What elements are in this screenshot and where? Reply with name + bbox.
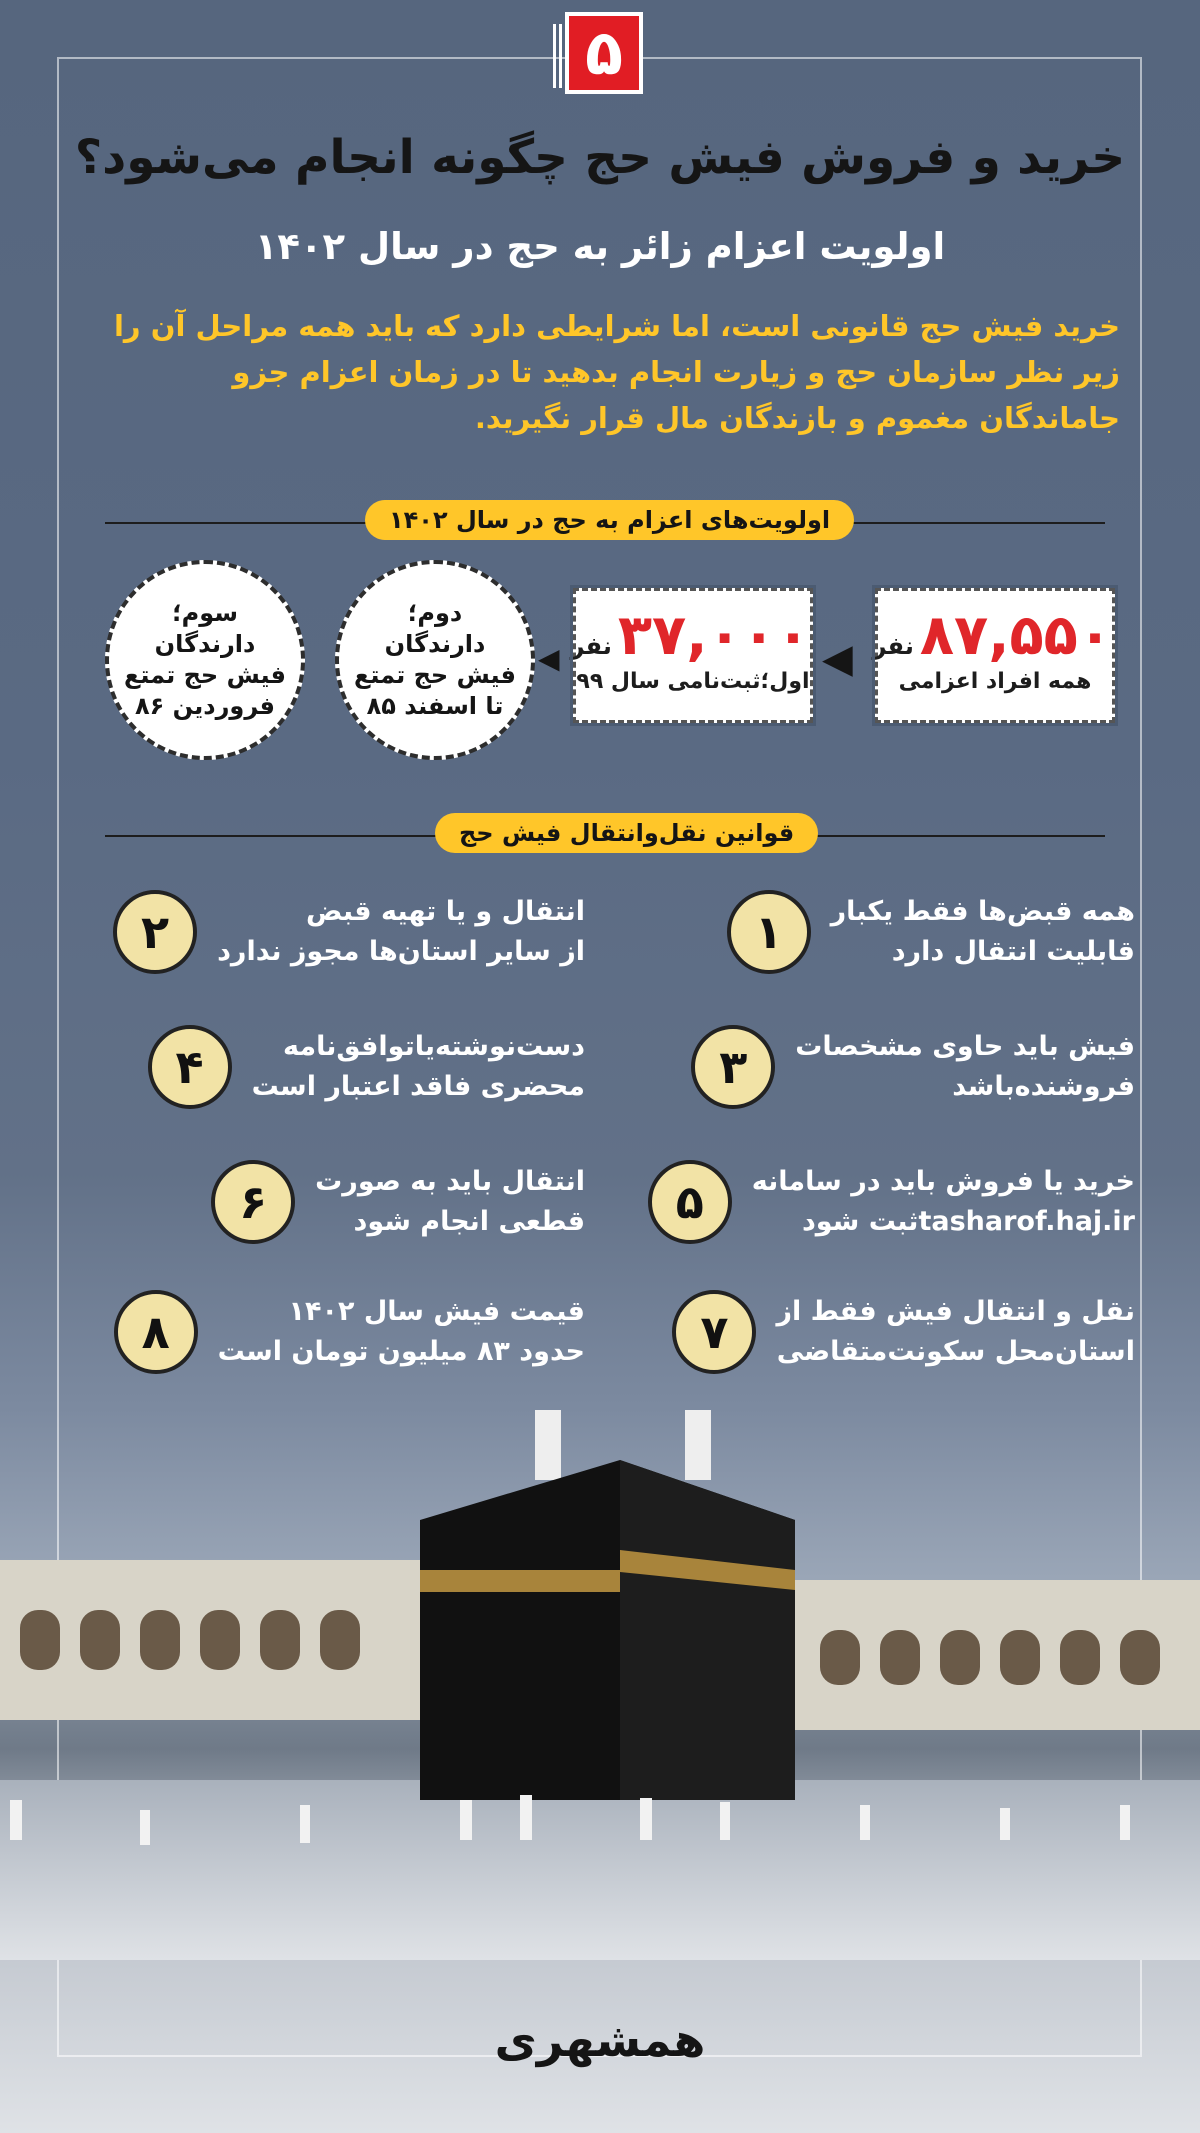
first-priority-unit: نفر xyxy=(570,632,612,660)
rule-text-5b: tasharof.haj.irثبت شود xyxy=(801,1206,1135,1237)
rule-text-2a: انتقال و یا تهیه قبض xyxy=(306,896,585,927)
rule-item-1 xyxy=(727,890,1135,974)
total-value: ۸۷,۵۵۰ xyxy=(919,603,1112,668)
second-priority-line4: تا اسفند ۸۵ xyxy=(366,692,504,720)
rule-text-2b: از سایر استان‌ها مجوز ندارد xyxy=(217,936,585,967)
priorities-header: اولویت‌های اعزام به حج در سال ۱۴۰۲ xyxy=(365,500,854,540)
intro-paragraph: خرید فیش حج قانونی است، اما شرایطی دارد که باید همه مراحل آن را زیر نظر سازمان حج و زیارت انجام بدهید تا در زمان اعزام جزو جاماندگان مغموم و بازندگان مال قرار نگیرید. xyxy=(113,309,1120,435)
left-arrow-icon: ◀ xyxy=(822,636,853,682)
rule-text-6b: قطعی انجام شود xyxy=(353,1206,585,1237)
rule-text-8b: حدود ۸۳ میلیون تومان است xyxy=(217,1336,585,1367)
rule-number-5: ۵ xyxy=(648,1160,732,1244)
rule-item-6 xyxy=(211,1160,585,1244)
second-priority-line3: فیش حج تمتع xyxy=(353,661,517,689)
page-subtitle: اولویت اعزام زائر به حج در سال ۱۴۰۲ xyxy=(254,225,946,268)
total-caption: همه افراد اعزامی xyxy=(898,669,1092,694)
rule-text-4a: دست‌نوشته‌یاتوافق‌نامه xyxy=(283,1031,585,1062)
third-priority-line3: فیش حج تمتع xyxy=(123,661,287,689)
rule-item-5 xyxy=(648,1160,1135,1244)
rule-text-3b: فروشنده‌باشد xyxy=(952,1071,1135,1102)
second-priority-line1: دوم؛ xyxy=(407,599,463,627)
total-unit: نفر xyxy=(872,632,914,660)
rule-text-1b: قابلیت انتقال دارد xyxy=(891,936,1135,967)
third-priority-line4: فروردین ۸۶ xyxy=(135,692,275,720)
rule-item-2 xyxy=(113,890,585,974)
total-box xyxy=(872,588,1115,723)
rule-text-6a: انتقال باید به صورت xyxy=(315,1166,585,1197)
logo-lines xyxy=(553,24,565,88)
hamshahri-logo xyxy=(553,12,647,96)
logo-mark: ۵ xyxy=(565,12,643,94)
rule-text-7b: استان‌محل سکونت‌متقاضی xyxy=(776,1336,1135,1367)
third-priority-line1: سوم؛ xyxy=(172,599,238,627)
rule-item-8 xyxy=(114,1290,585,1374)
rule-item-3 xyxy=(691,1025,1135,1109)
rule-text-1a: همه قبض‌ها فقط یکبار xyxy=(830,896,1135,927)
rule-item-4 xyxy=(148,1025,585,1109)
rule-number-4: ۴ xyxy=(148,1025,232,1109)
rule-text-7a: نقل و انتقال فیش فقط از xyxy=(776,1296,1135,1327)
rule-text-8a: قیمت فیش سال ۱۴۰۲ xyxy=(288,1296,585,1327)
first-priority-caption: اول؛ثبت‌نامی سال ۹۹ xyxy=(576,669,810,694)
rule-text-3a: فیش باید حاوی مشخصات xyxy=(795,1031,1135,1062)
rule-number-7: ۷ xyxy=(672,1290,756,1374)
rules-header: قوانین نقل‌وانتقال فیش حج xyxy=(435,813,818,853)
rule-text-5a: خرید یا فروش باید در سامانه xyxy=(751,1166,1135,1197)
rule-number-1: ۱ xyxy=(727,890,811,974)
third-priority-circle xyxy=(105,560,305,760)
page-title: خرید و فروش فیش حج چگونه انجام می‌شود؟ xyxy=(74,130,1126,185)
rule-number-8: ۸ xyxy=(114,1290,198,1374)
rule-number-6: ۶ xyxy=(211,1160,295,1244)
first-priority-value: ۳۷,۰۰۰ xyxy=(617,603,810,668)
left-arrow-icon: ◀ xyxy=(538,642,560,675)
rule-text-4b: محضری فاقد اعتبار است xyxy=(251,1071,585,1102)
rule-number-2: ۲ xyxy=(113,890,197,974)
third-priority-line2: دارندگان xyxy=(154,630,256,658)
second-priority-circle xyxy=(335,560,535,760)
brand-wordmark: همشهری xyxy=(494,2013,706,2067)
kaaba-photo xyxy=(0,1400,1200,1960)
second-priority-line2: دارندگان xyxy=(384,630,486,658)
first-priority-box xyxy=(570,588,813,723)
rule-number-3: ۳ xyxy=(691,1025,775,1109)
rule-item-7 xyxy=(672,1290,1135,1374)
